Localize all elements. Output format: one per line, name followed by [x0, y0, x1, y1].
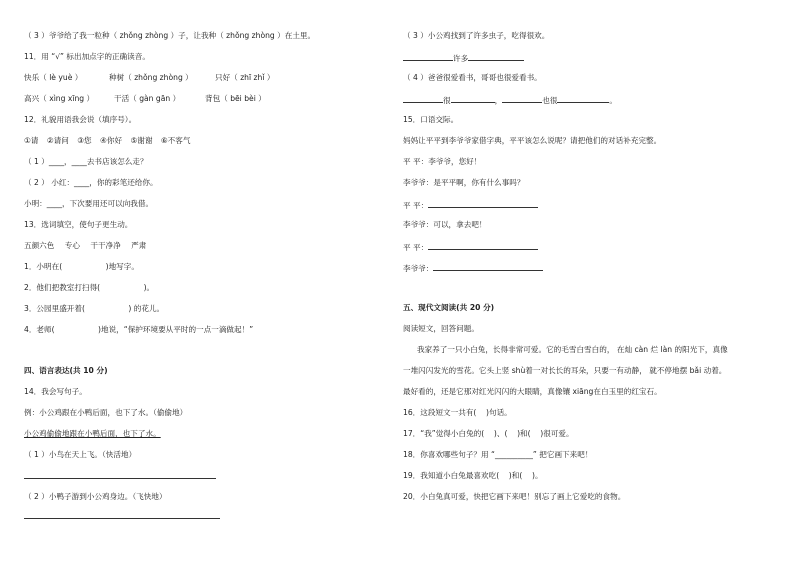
q11-row1-item: 种树（ zhǒng zhòng ） — [109, 73, 193, 82]
blank[interactable] — [403, 52, 453, 61]
dialog-line: 平 平： — [403, 241, 538, 253]
q14-example: 例：小公鸡跟在小鸭后面，也下了水。（偷偷地） — [24, 408, 188, 417]
q14-item-2: （ 2 ）小鸭子游到小公鸡身边。（飞快地） — [24, 492, 167, 501]
q11-row2-item: 干活（ gàn gān ） — [114, 94, 181, 103]
answer-line[interactable] — [24, 478, 216, 479]
dialog-line: 李爷爷：是平平啊，你有什么事吗？ — [403, 178, 525, 187]
q13-title: 13．选词填空，使句子更生动。 — [24, 220, 133, 229]
answer-line[interactable] — [24, 518, 220, 519]
q14-item-1: （ 1 ）小鸟在天上飞。（快活地） — [24, 450, 137, 459]
q13-item-4: 4．老师( )地说，“保护环境要从平时的一点一滴做起！” — [24, 325, 254, 334]
passage-line: 最好看的，还是它那对红光闪闪的大眼睛，真像镶 xiāng在白玉里的红宝石。 — [403, 387, 662, 396]
q20: 20．小白兔真可爱，快把它画下来吧！别忘了画上它爱吃的食物。 — [403, 492, 626, 501]
section5-title: 五、现代文阅读(共 20 分) — [403, 303, 495, 312]
answer-blank[interactable] — [428, 199, 538, 208]
q14-example-answer: 小公鸡偷偷地跟在小鸭后面，也下了水。 — [24, 429, 161, 438]
fill-word: 许多 — [453, 54, 469, 63]
answer-blank[interactable] — [428, 241, 538, 250]
q12-title: 12．礼貌用语我会说（填序号）。 — [24, 115, 137, 124]
section4-title: 四、语言表达(共 10 分) — [24, 366, 108, 375]
q13-item-3: 3．公园里盛开着( ) 的花儿。 — [24, 304, 165, 313]
q11-row1-item: 只好（ zhī zhǐ ） — [215, 73, 275, 82]
q4-sentence: （ 4 ）爸爸很爱看书，哥哥也很爱看书。 — [403, 73, 542, 82]
q18: 18．你喜欢哪些句子？用 “__________” 把它画下来吧！ — [403, 450, 593, 459]
q14-title: 14．我会写句子。 — [24, 387, 87, 396]
q11-row1-item: 快乐（ lè yuè ） — [24, 73, 83, 82]
q11-row2-item: 高兴（ xìng xīng ） — [24, 94, 95, 103]
right-column — [397, 0, 794, 561]
answer-blank[interactable] — [433, 262, 543, 271]
blank[interactable] — [451, 94, 495, 103]
blank[interactable] — [557, 94, 609, 103]
q12-item-2b: 小明：____，下次要用还可以向我借。 — [24, 199, 154, 208]
passage-line: 我家养了一只小白兔，长得非常可爱。它的毛雪白雪白的， 在灿 càn 烂 làn 的阳光下，真像 — [417, 345, 728, 354]
fill-word: 很 — [443, 96, 451, 105]
blank[interactable] — [468, 52, 524, 61]
q13-item-2: 2．他们把教室打扫得( )。 — [24, 283, 155, 292]
q19: 19．我知道小白兔最喜欢吃( )和( )。 — [403, 471, 543, 480]
fill-word: 也很 — [542, 96, 558, 105]
dialog-line: 平 平：李爷爷，您好！ — [403, 157, 482, 166]
q13-item-1: 1．小明在( )地写字。 — [24, 262, 139, 271]
q11-row2-item: 背包（ bēi bèi ） — [205, 94, 266, 103]
passage-line: 一堆闪闪发光的雪花。它头上竖 shù着一对长长的耳朵，只要一有动静， 就不停地摆 bǎi 动着。 — [403, 366, 727, 375]
dialog-line: 平 平： — [403, 199, 538, 211]
blank[interactable] — [403, 94, 443, 103]
q17: 17．“我”觉得小白兔的( )、( )和( )很可爱。 — [403, 429, 574, 438]
q15-description: 妈妈让平平到李爷爷家借字典，平平该怎么说呢？请把他们的对话补充完整。 — [403, 136, 662, 145]
dialog-line: 李爷爷：可以，拿去吧！ — [403, 220, 487, 229]
q3-sentence: （ 3 ）小公鸡找到了许多虫子，吃得很欢。 — [403, 31, 550, 40]
q12-item-1: （ 1 ）____，____去书店该怎么走？ — [24, 157, 148, 166]
section5-instructions: 阅读短文，回答问题。 — [403, 324, 479, 333]
q15-title: 15．口语交际。 — [403, 115, 459, 124]
blank[interactable] — [502, 94, 542, 103]
q3-sentence: （ 3 ）爷爷给了我一粒种（ zhǒng zhòng ）子，让我种（ zhǒng zhòng ）在土里。 — [24, 31, 316, 40]
q12-item-2a: （ 2 ） 小红：____，你的彩笔还给你。 — [24, 178, 158, 187]
q3-fill-row — [403, 52, 524, 64]
q4-fill-row: 很 ， 也很 。 — [403, 94, 617, 106]
q16: 16．这段短文一共有( )句话。 — [403, 408, 512, 417]
dialog-line: 李爷爷： — [403, 262, 543, 274]
q12-options: ①请 ②请问 ③您 ④你好 ⑤谢谢 ⑥不客气 — [24, 136, 191, 145]
q11-title: 11．用 “√” 标出加点字的正确读音。 — [24, 52, 150, 61]
q13-word-bank: 五颜六色 专心 干干净净 严肃 — [24, 241, 147, 250]
